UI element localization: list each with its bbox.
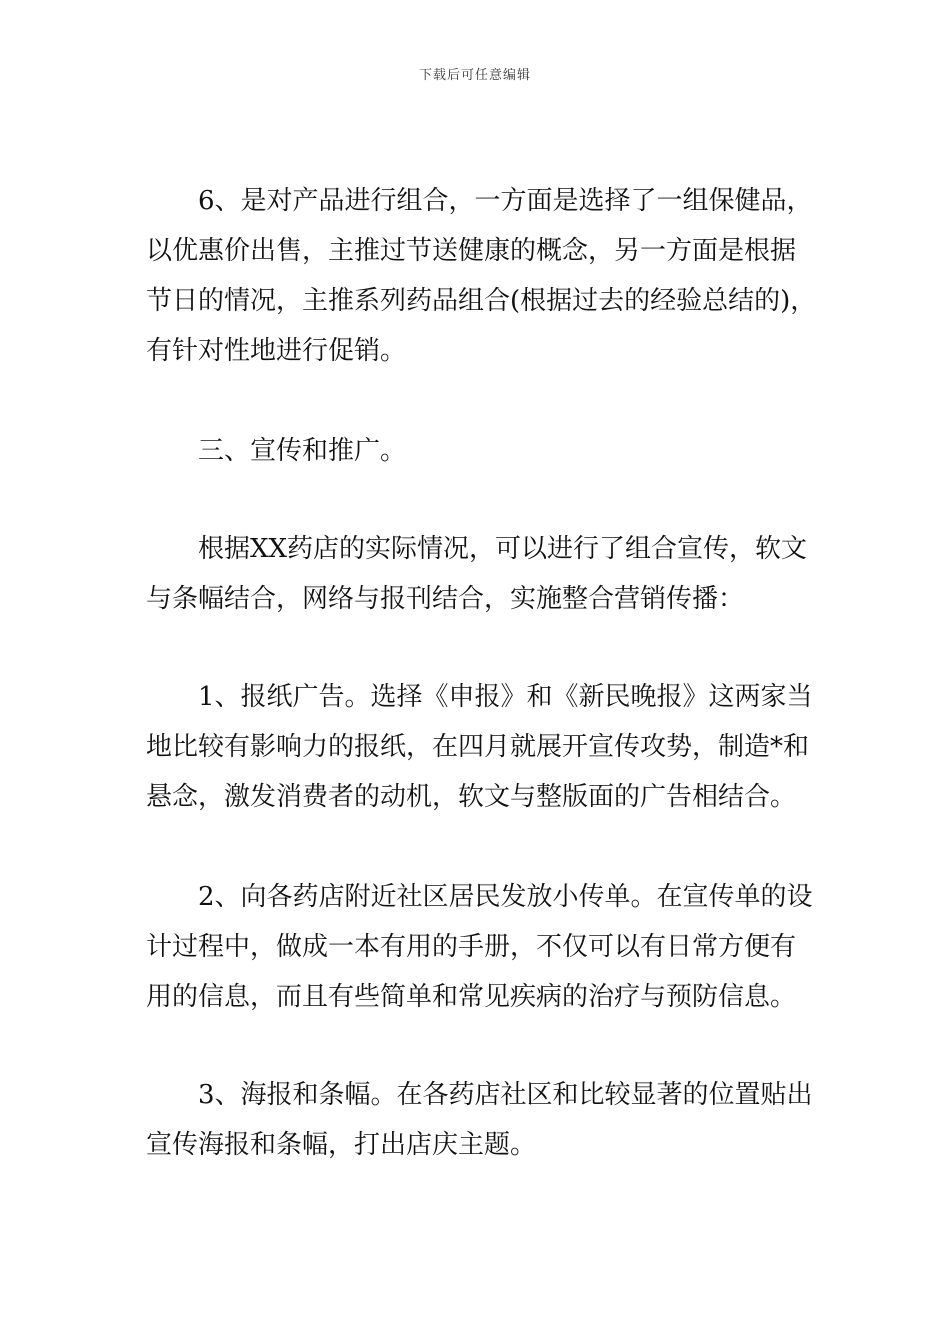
paragraph-flyers: 2、向各药店附近社区居民发放小传单。在宣传单的设 计过程中，做成一本有用的手册，不仅可以有日常方便有 用的信息，而且有些简单和常见疾病的治疗与预防信息。 <box>146 882 813 1012</box>
paragraph-product-combination: 6、是对产品进行组合，一方面是选择了一组保健品， 以优惠价出售，主推过节送健康的概念，另一方面是根据 节日的情况，主推系列药品组合(根据过去的经验总结的)， 有针对性地进行促销。 <box>146 186 817 366</box>
paragraph-newspaper-ads: 1、报纸广告。选择《申报》和《新民晚报》这两家当 地比较有影响力的报纸，在四月就展开宣传攻势，制造*和 悬念，激发消费者的动机，软文与整版面的广告相结合。 <box>146 682 813 812</box>
paragraph-promotion-intro: 根据XX药店的实际情况，可以进行了组合宣传，软文 与条幅结合，网络与报刊结合，实施整合营销传播： <box>146 534 808 614</box>
paragraph-posters-banners: 3、海报和条幅。在各药店社区和比较显著的位置贴出 宣传海报和条幅，打出店庆主题。 <box>146 1080 813 1160</box>
section-heading-promotion: 三、宣传和推广。 <box>198 436 407 466</box>
header-note: 下载后可任意编辑 <box>418 68 531 83</box>
